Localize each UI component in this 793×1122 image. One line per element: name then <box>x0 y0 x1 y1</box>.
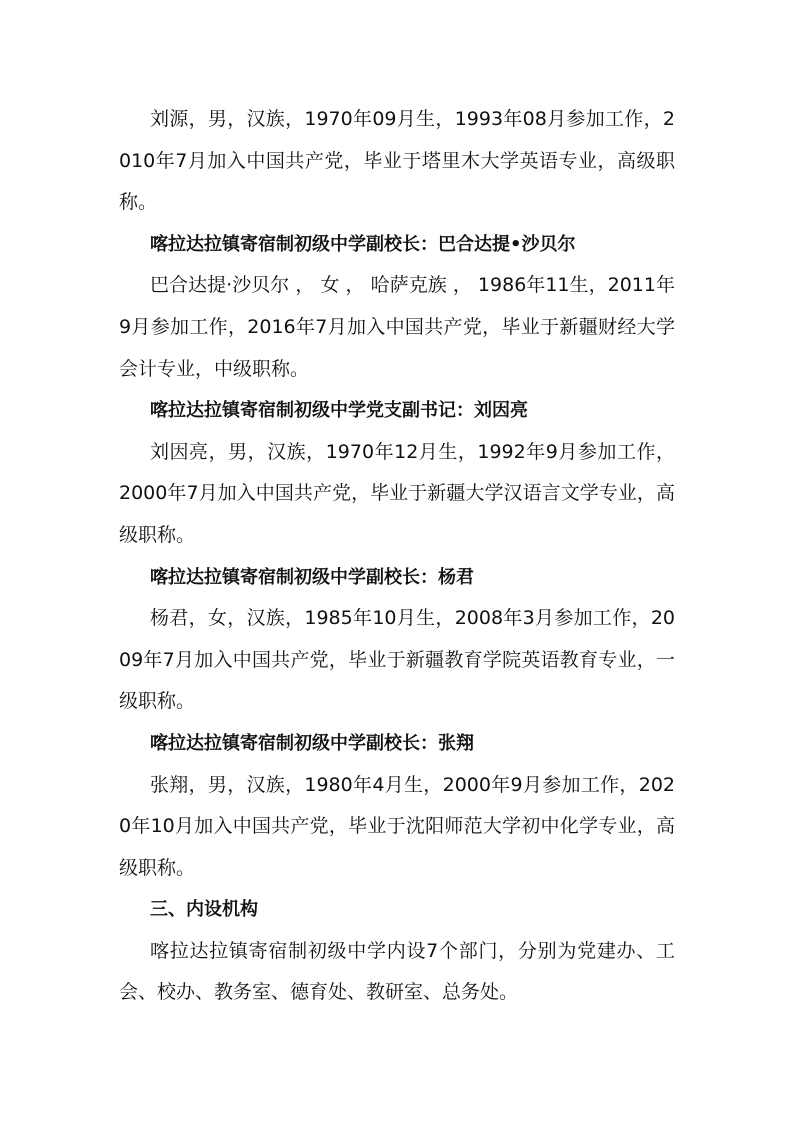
section-heading-deputy-secretary-liuyinliang: 喀拉达拉镇寄宿制初级中学党支副书记：刘因亮 <box>150 400 528 422</box>
bio-paragraph-yangjun: 杨君，女，汉族，1985年10月生，2008年3月参加工作，2009年7月加入中国共产党，毕业于新疆教育学院英语教育专业，一级职称。 <box>119 607 675 713</box>
document-page <box>119 99 675 1014</box>
section-heading-vice-principal-bahedati: 喀拉达拉镇寄宿制初级中学副校长：巴合达提•沙贝尔 <box>150 233 576 255</box>
section-heading-vice-principal-zhangxiang: 喀拉达拉镇寄宿制初级中学副校长：张翔 <box>150 732 474 754</box>
bio-paragraph-zhangxiang: 张翔，男，汉族，1980年4月生，2000年9月参加工作，2020年10月加入中国共产党，毕业于沈阳师范大学初中化学专业，高级职称。 <box>119 773 675 879</box>
bio-paragraph-bahedati: 巴合达提·沙贝尔 ， 女 ， 哈萨克族 ， 1986年11生，2011年9月参加工作，2016年7月加入中国共产党，毕业于新疆财经大学会计专业，中级职称。 <box>119 274 675 380</box>
section-heading-vice-principal-yangjun: 喀拉达拉镇寄宿制初级中学副校长：杨君 <box>150 566 474 588</box>
bio-paragraph-liuyuan: 刘源，男，汉族，1970年09月生，1993年08月参加工作，2010年7月加入中国共产党，毕业于塔里木大学英语专业，高级职称。 <box>119 108 675 214</box>
bio-paragraph-liuyinliang: 刘因亮，男，汉族，1970年12月生，1992年9月参加工作，2000年7月加入中国共产党，毕业于新疆大学汉语言文学专业，高级职称。 <box>119 440 675 546</box>
internal-structure-paragraph: 喀拉达拉镇寄宿制初级中学内设7个部门，分别为党建办、工会、校办、教务室、德育处、教研室、总务处。 <box>119 939 675 1004</box>
section-heading-internal-structure: 三、内设机构 <box>150 899 258 921</box>
